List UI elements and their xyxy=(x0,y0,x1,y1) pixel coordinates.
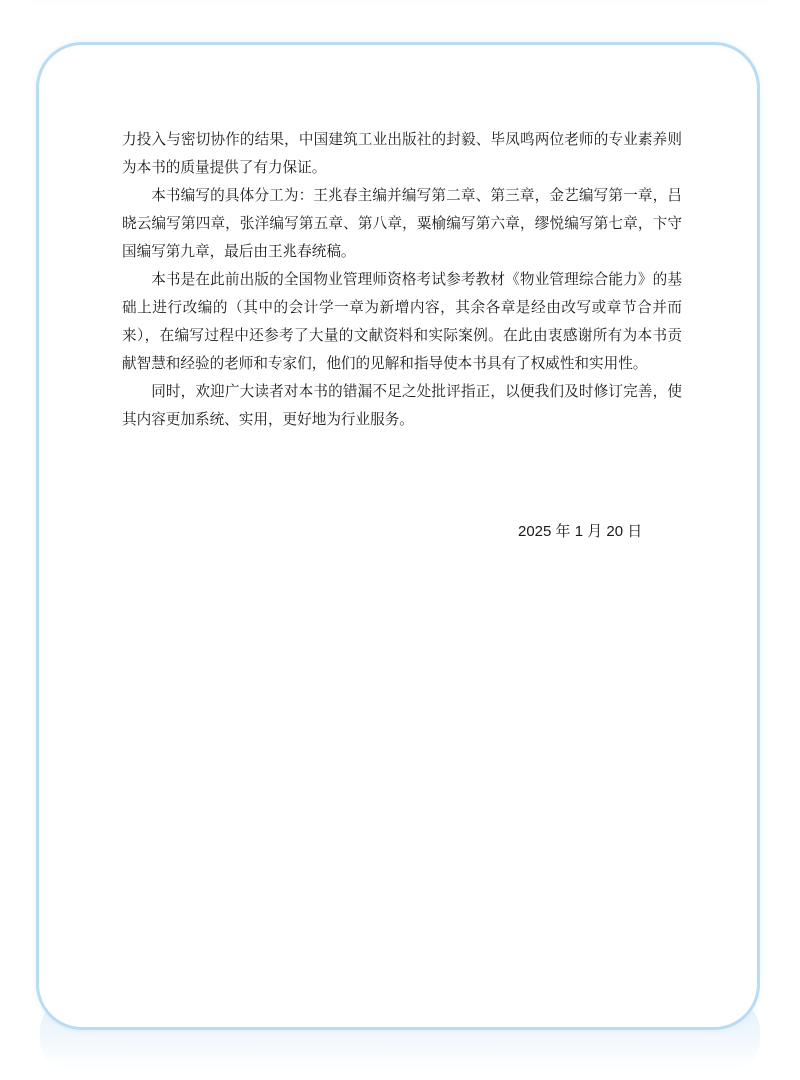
paragraph-continuation: 力投入与密切协作的结果，中国建筑工业出版社的封毅、毕凤鸣两位老师的专业素养则为本书的质量提供了有力保证。 xyxy=(122,131,682,176)
document-body xyxy=(122,126,682,434)
paragraph-feedback-request: 同时，欢迎广大读者对本书的错漏不足之处批评指正，以便我们及时修订完善，使其内容更加系统、实用，更好地为行业服务。 xyxy=(122,383,682,428)
signature-date: 2025 年 1 月 20 日 xyxy=(518,523,643,540)
paragraph-division-of-work: 本书编写的具体分工为：王兆春主编并编写第二章、第三章，金艺编写第一章，吕晓云编写第四章，张洋编写第五章、第八章，粟榆编写第六章，缪悦编写第七章，卞守国编写第九章，最后由王兆春统稿。 xyxy=(122,187,682,260)
paragraph-acknowledgement: 本书是在此前出版的全国物业管理师资格考试参考教材《物业管理综合能力》的基础上进行改编的（其中的会计学一章为新增内容，其余各章是经由改写或章节合并而来），在编写过程中还参考了大量的文献资料和实际案例。在此由衷感谢所有为本书贡献智慧和经验的老师和专家们，他们的见解和指导使本书具有了权威性和实用性。 xyxy=(122,271,682,372)
top-shadow xyxy=(30,0,770,8)
